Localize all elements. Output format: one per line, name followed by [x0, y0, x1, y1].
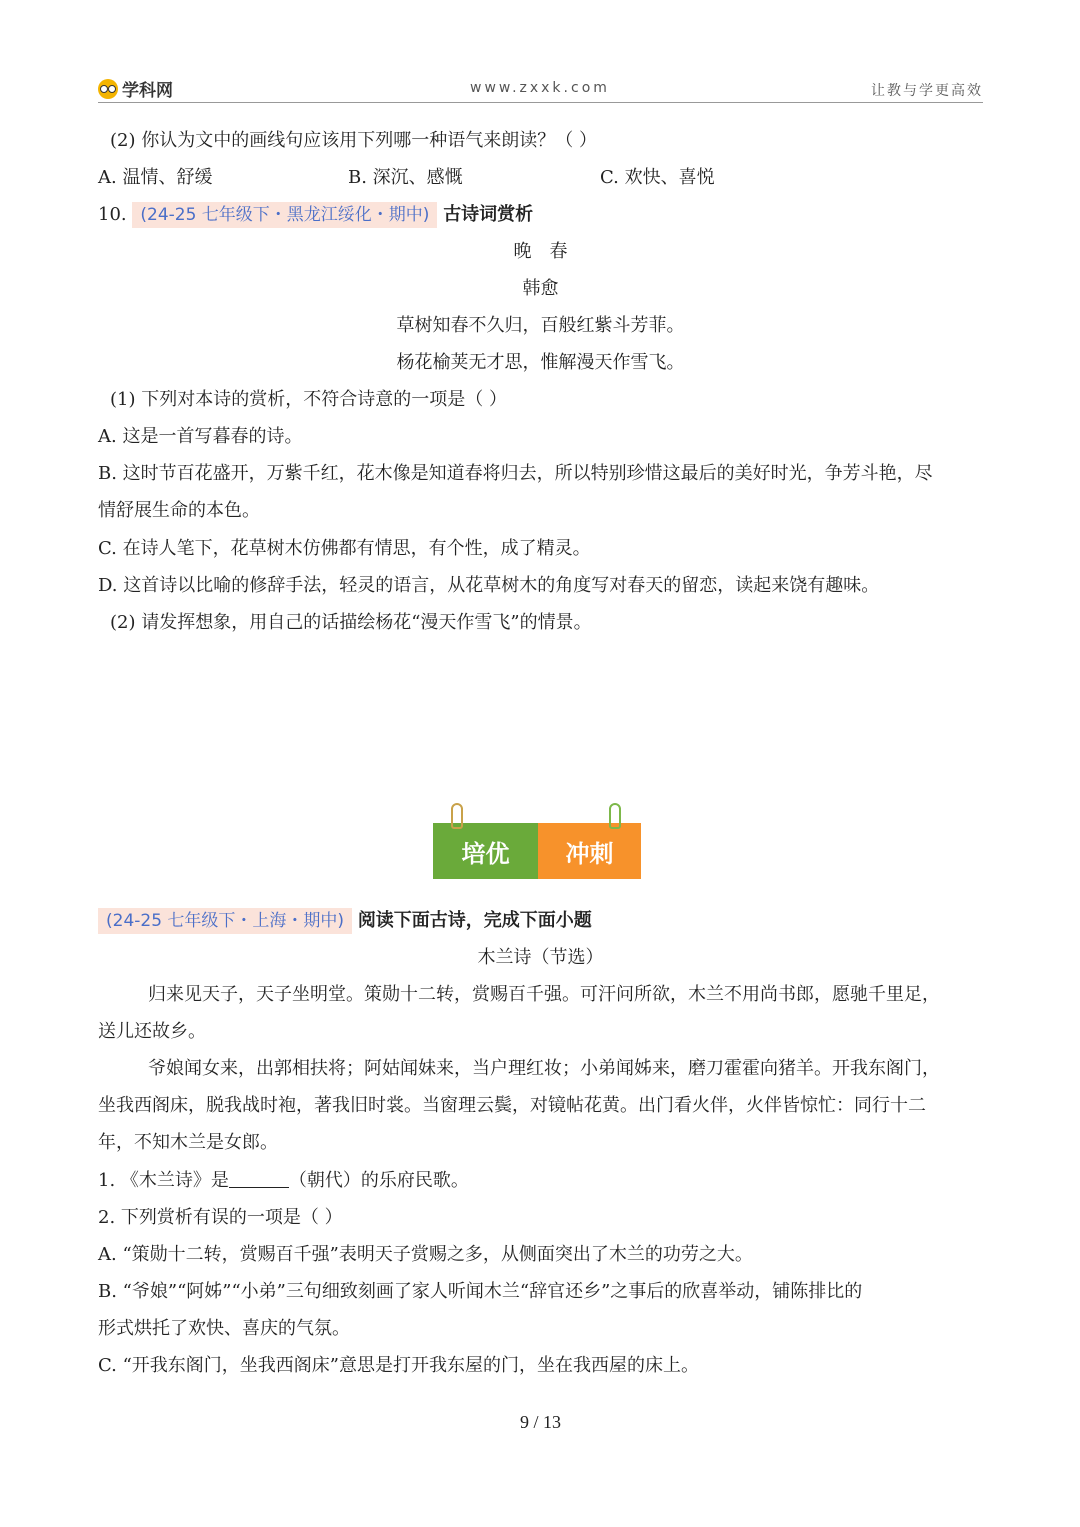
q11-p2-line3: 年，不知木兰是女郎。 [98, 1132, 278, 1153]
q10-choice-b-line1: B. 这时节百花盛开，万紫千红，花木像是知道春将归去，所以特别珍惜这最后的美好时光，争芳斗艳，尽 [98, 463, 933, 484]
q10-heading-line [98, 196, 988, 234]
q9-options [98, 159, 988, 196]
binder-clip-icon [609, 803, 621, 829]
q10-choice-d: D. 这首诗以比喻的修辞手法，轻灵的语言，从花草树木的角度写对春天的留恋，读起来饶有趣味。 [98, 575, 880, 596]
q11-q1-pre: 1. 《木兰诗》是 [98, 1170, 229, 1191]
banner-right: 冲刺 [538, 823, 641, 879]
q10-poem-title: 晚 春 [513, 241, 568, 262]
q10-poem-line-2: 杨花榆荚无才思，惟解漫天作雪飞。 [396, 352, 685, 373]
site-url[interactable]: www.zxxk.com [470, 80, 610, 96]
q10-poem-author: 韩愈 [522, 278, 559, 299]
q11-choice-a: A. “策勋十二转，赏赐百千强”表明天子赏赐之多，从侧面突出了木兰的功劳之大。 [98, 1244, 753, 1265]
q10-sub2: (2) 请发挥想象，用自己的话描绘杨花“漫天作雪飞”的情景。 [110, 612, 592, 633]
q11-choice-b-line2: 形式烘托了欢快、喜庆的气氛。 [98, 1318, 350, 1339]
binder-clip-icon [451, 803, 463, 829]
site-logo[interactable] [98, 76, 173, 101]
q10-number: 10. [98, 204, 127, 225]
q9-option-a: A. 温情、舒缓 [98, 167, 213, 188]
banner-left: 培优 [433, 823, 538, 879]
page-number: 9 / 13 [519, 1412, 561, 1432]
q11-heading-line [98, 902, 988, 940]
q11-poem-title: 木兰诗（节选） [477, 947, 604, 968]
q10-choice-b-line2: 情舒展生命的本色。 [98, 500, 260, 521]
q10-choice-c: C. 在诗人笔下，花草树木仿佛都有情思，有个性，成了精灵。 [98, 538, 591, 559]
q10-poem-line-1: 草树知春不久归，百般红紫斗芳菲。 [396, 315, 685, 336]
q10-sub1: (1) 下列对本诗的赏析，不符合诗意的一项是（ ） [110, 389, 507, 410]
q11-q1 [98, 1162, 988, 1199]
q10-choice-a: A. 这是一首写暮春的诗。 [98, 426, 303, 447]
q11-source-tag: (24-25 七年级下・上海・期中) [98, 908, 352, 934]
logo-text: 学科网 [122, 81, 173, 101]
q11-p2-line2: 坐我西阁床，脱我战时袍，著我旧时裳。当窗理云鬓，对镜帖花黄。出门看火伴，火伴皆惊忙：同行十二 [98, 1095, 926, 1116]
q11-q2: 2. 下列赏析有误的一项是（ ） [98, 1207, 343, 1228]
q11-p1-line1: 归来见天子，天子坐明堂。策勋十二转，赏赐百千强。可汗问所欲，木兰不用尚书郎，愿驰千里足， [148, 984, 940, 1005]
q10-heading: 古诗词赏析 [443, 204, 534, 225]
q10-source-tag: (24-25 七年级下・黑龙江绥化・期中) [132, 202, 437, 228]
answer-blank[interactable] [229, 1169, 289, 1188]
q11-q1-post: （朝代）的乐府民歌。 [288, 1170, 469, 1191]
q11-p2-line1: 爷娘闻女来，出郭相扶将；阿姑闻妹来，当户理红妆；小弟闻姊来，磨刀霍霍向猪羊。开我东阁门， [148, 1058, 940, 1079]
q11-choice-c: C. “开我东阁门，坐我西阁床”意思是打开我东屋的门，坐在我西屋的床上。 [98, 1355, 699, 1376]
page-header [98, 76, 983, 103]
q11-heading: 阅读下面古诗，完成下面小题 [357, 910, 592, 931]
q9-sub2: (2) 你认为文中的画线句应该用下列哪一种语气来朗读？（ ） [110, 130, 597, 151]
q11-choice-b-line1: B. “爷娘”“阿姊”“小弟”三句细致刻画了家人听闻木兰“辞官还乡”之事后的欣喜举动，铺陈排比的 [98, 1281, 863, 1302]
q9-option-b: B. 深沉、感慨 [348, 167, 463, 188]
q11-p1-line2: 送儿还故乡。 [98, 1021, 206, 1042]
site-slogan: 让教与学更高效 [871, 83, 983, 99]
q9-option-c: C. 欢快、喜悦 [600, 167, 715, 188]
owl-logo-icon [98, 79, 118, 99]
section-banner [433, 823, 641, 879]
